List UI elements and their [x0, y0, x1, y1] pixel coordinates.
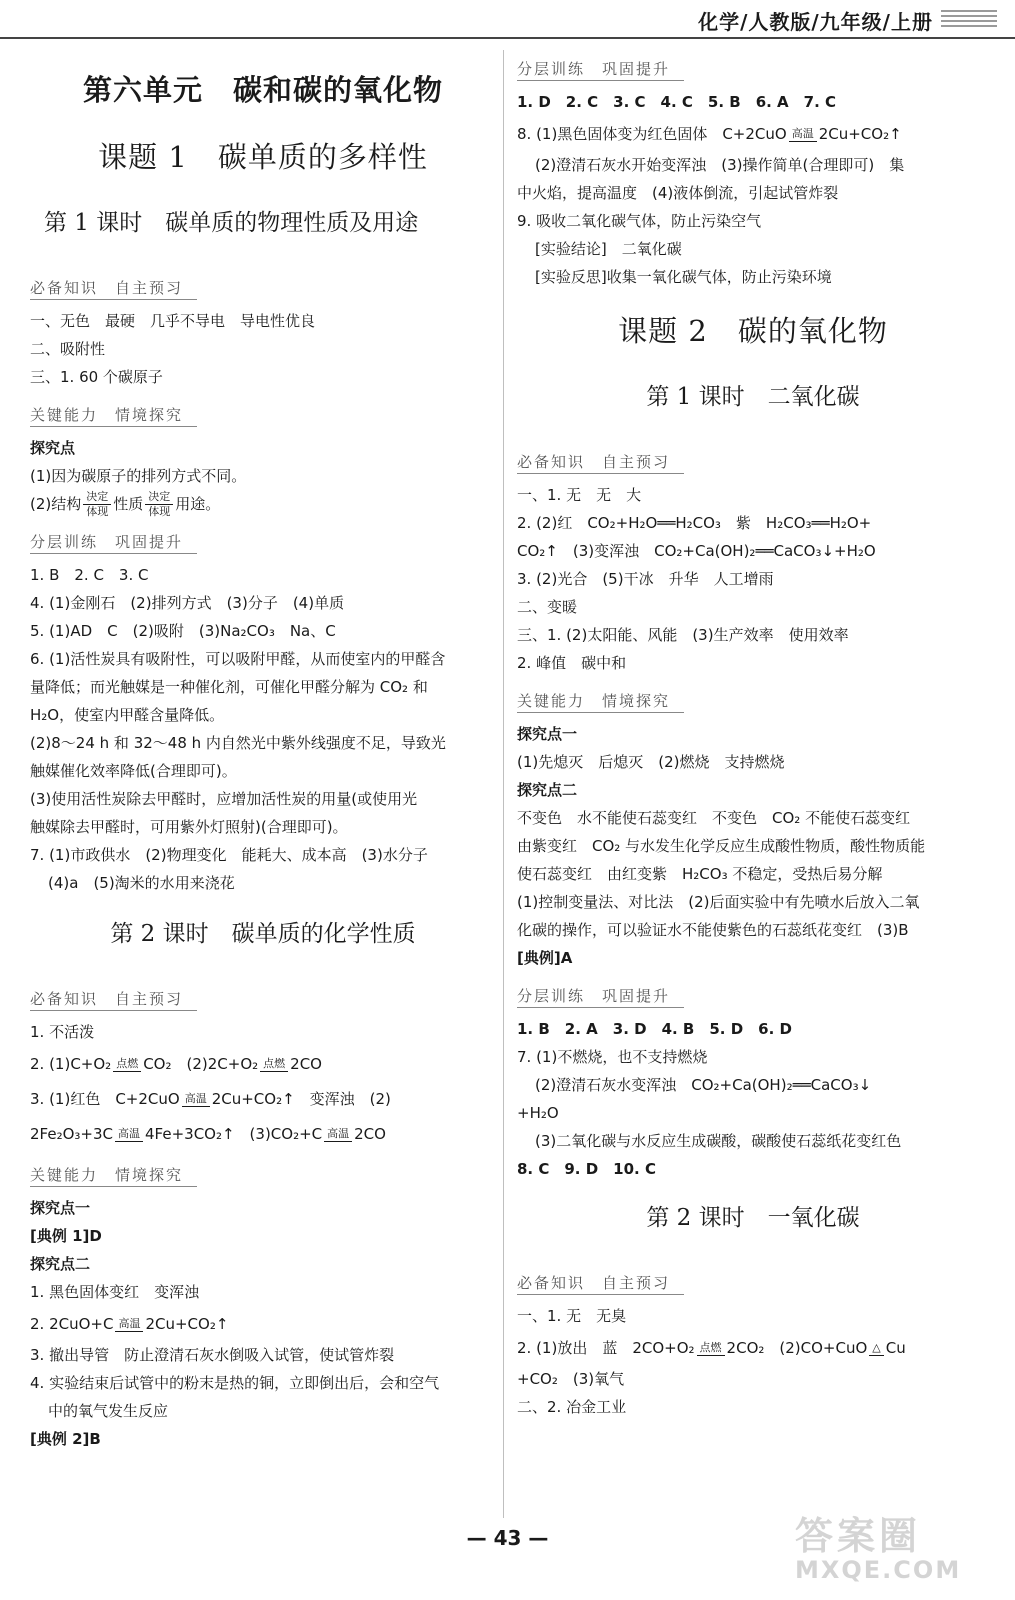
watermark-url: MXQE.COM — [795, 1556, 962, 1584]
section-heading: 关键能力 情境探究 — [30, 404, 197, 427]
answer-text: 性质 — [113, 495, 144, 513]
answer-line: 7. (1)市政供水 (2)物理变化 能耗大、成本高 (3)水分子 — [30, 846, 428, 864]
page-header — [0, 0, 1015, 44]
answer-line: 化碳的操作，可以验证水不能使紫色的石蕊纸花变红 (3)B — [517, 921, 909, 939]
relation-fraction — [145, 491, 173, 518]
answer-line: [实验结论] 二氧化碳 — [535, 240, 682, 258]
answer-line: (1)因为碳原子的排列方式不同。 — [30, 467, 247, 485]
section-heading: 分层训练 巩固提升 — [517, 985, 684, 1008]
answer-line: 2. 峰值 碳中和 — [517, 654, 627, 672]
explore-point-label: 探究点一 — [30, 1199, 91, 1217]
explore-point-label: 探究点一 — [517, 725, 578, 743]
section-heading: 必备知识 自主预习 — [30, 277, 197, 300]
section-heading: 关键能力 情境探究 — [517, 690, 684, 713]
answer-line: 二、吸附性 — [30, 340, 106, 358]
watermark-logo — [795, 1505, 995, 1587]
answer-line: 不变色 水不能使石蕊变红 不变色 CO₂ 不能使石蕊变红 — [517, 809, 911, 827]
answer-line: 5. (1)AD C (2)吸附 (3)Na₂CO₃ Na、C — [30, 622, 336, 640]
fraction-top: 决定 — [145, 491, 173, 505]
answer-text: 2. (1)C+O₂ — [30, 1055, 112, 1073]
answer-text: 3. (1)红色 C+2CuO — [30, 1090, 180, 1108]
answer-line — [30, 1117, 496, 1151]
answer-line: 中火焰，提高温度 (4)液体倒流，引起试管炸裂 — [517, 184, 839, 202]
answer-text: 2. (1)放出 蓝 2CO+O₂ — [517, 1339, 695, 1357]
period-title: 第 1 课时 二氧化碳 — [646, 384, 860, 410]
section-heading: 必备知识 自主预习 — [517, 1272, 684, 1295]
answer-line: 3. (2)光合 (5)干冰 升华 人工增雨 — [517, 570, 774, 588]
answer-line — [517, 1331, 989, 1365]
answer-line: 1. B 2. C 3. C — [30, 566, 149, 584]
reaction-condition — [113, 1058, 141, 1072]
header-rule — [0, 37, 1015, 39]
section-heading: 分层训练 巩固提升 — [517, 58, 684, 81]
answer-line — [30, 1082, 496, 1116]
answer-line: +CO₂ (3)氧气 — [517, 1370, 625, 1388]
answer-line: 一、1. 无 无臭 — [517, 1307, 627, 1325]
answer-line: 触媒除去甲醛时，可用紫外灯照射)(合理即可)。 — [30, 818, 348, 836]
header-title: 化学/人教版/九年级/上册 — [698, 10, 933, 34]
answer-line — [30, 1307, 496, 1341]
lesson-title: 课题 1 碳单质的多样性 — [98, 140, 428, 174]
reaction-condition — [324, 1128, 352, 1142]
answer-line: (2)澄清石灰水变浑浊 CO₂+Ca(OH)₂══CaCO₃↓ — [535, 1076, 872, 1094]
condition-text: 高温 — [115, 1128, 143, 1142]
section-heading: 必备知识 自主预习 — [517, 451, 684, 474]
header-stripes-decoration — [941, 10, 997, 30]
condition-text: 点燃 — [113, 1058, 141, 1072]
answer-line: 一、1. 无 无 大 — [517, 486, 642, 504]
answer-line: 2. (2)红 CO₂+H₂O══H₂CO₃ 紫 H₂CO₃══H₂O+ — [517, 514, 872, 532]
period-title: 第 1 课时 碳单质的物理性质及用途 — [44, 210, 419, 236]
answer-line — [30, 491, 496, 518]
condition-text: 高温 — [324, 1128, 352, 1142]
condition-text: △ — [869, 1342, 883, 1356]
condition-text: 点燃 — [697, 1342, 725, 1356]
answer-line: [实验反思]收集一氧化碳气体，防止污染环境 — [535, 268, 832, 286]
answer-line: 由紫变红 CO₂ 与水发生化学反应生成酸性物质，酸性物质能 — [517, 837, 926, 855]
answer-line: 7. (1)不燃烧，也不支持燃烧 — [517, 1048, 708, 1066]
answer-text: 2CO — [354, 1125, 386, 1143]
answer-line: 9. 吸收二氧化碳气体，防止污染空气 — [517, 212, 762, 230]
answer-line: 三、1. 60 个碳原子 — [30, 368, 163, 386]
period-title: 第 2 课时 碳单质的化学性质 — [110, 921, 416, 947]
answer-line: 中的氧气发生反应 — [48, 1402, 169, 1420]
answer-line — [517, 117, 989, 151]
explore-point-label: 探究点二 — [30, 1255, 91, 1273]
answer-line: (1)先熄灭 后熄灭 (2)燃烧 支持燃烧 — [517, 753, 785, 771]
answer-line: 一、无色 最硬 几乎不导电 导电性优良 — [30, 312, 316, 330]
answer-text: 2Cu+CO₂↑ — [145, 1315, 229, 1333]
answer-line: 二、变暖 — [517, 598, 578, 616]
answer-text: 2Cu+CO₂↑ 变浑浊 (2) — [211, 1090, 391, 1108]
answer-line: 6. (1)活性炭具有吸附性，可以吸附甲醛，从而使室内的甲醛含 — [30, 650, 446, 668]
answer-text: 2. 2CuO+C — [30, 1315, 114, 1333]
right-column — [517, 52, 989, 1422]
answer-line: 二、2. 冶金工业 — [517, 1398, 627, 1416]
answer-line: 1. B 2. A 3. D 4. B 5. D 6. D — [517, 1020, 792, 1038]
fraction-bottom: 体现 — [86, 505, 109, 518]
reaction-condition — [115, 1128, 143, 1142]
answer-line: 3. 撤出导管 防止澄清石灰水倒吸入试管，使试管炸裂 — [30, 1346, 395, 1364]
lesson-title: 课题 2 碳的氧化物 — [618, 314, 888, 348]
answer-text: (2)结构 — [30, 495, 82, 513]
answer-text: Cu — [885, 1339, 906, 1357]
answer-line: 量降低；而光触媒是一种催化剂，可催化甲醛分解为 CO₂ 和 — [30, 678, 428, 696]
answer-line: 4. 实验结束后试管中的粉末是热的铜，立即倒出后，会和空气 — [30, 1374, 440, 1392]
answer-line: 1. D 2. C 3. C 4. C 5. B 6. A 7. C — [517, 93, 837, 111]
answer-text: 用途。 — [175, 495, 221, 513]
answer-text: 4Fe+3CO₂↑ (3)CO₂+C — [145, 1125, 323, 1143]
condition-text: 高温 — [115, 1318, 143, 1332]
relation-fraction — [83, 491, 111, 518]
explore-point-label: 探究点 — [30, 439, 76, 457]
answer-line: +H₂O — [517, 1104, 559, 1122]
answer-line: (1)控制变量法、对比法 (2)后面实验中有先喷水后放入二氧 — [517, 893, 920, 911]
reaction-condition — [869, 1342, 883, 1356]
answer-line: 8. C 9. D 10. C — [517, 1160, 656, 1178]
unit-title: 第六单元 碳和碳的氧化物 — [82, 73, 443, 107]
answer-text: 2CO — [290, 1055, 322, 1073]
answer-line: 三、1. (2)太阳能、风能 (3)生产效率 使用效率 — [517, 626, 849, 644]
answer-line: H₂O，使室内甲醛含量降低。 — [30, 706, 225, 724]
answer-line: (3)二氧化碳与水反应生成碳酸，碳酸使石蕊纸花变红色 — [535, 1132, 902, 1150]
period-title: 第 2 课时 一氧化碳 — [646, 1205, 860, 1231]
fraction-top: 决定 — [83, 491, 111, 505]
left-column — [30, 52, 496, 1454]
reaction-condition — [697, 1342, 725, 1356]
condition-text: 点燃 — [260, 1058, 288, 1072]
page-number: — 43 — — [466, 1526, 549, 1550]
example-answer: [典例 1]D — [30, 1227, 102, 1245]
watermark-text: 答案圈 — [795, 1514, 922, 1558]
reaction-condition — [260, 1058, 288, 1072]
answer-line: CO₂↑ (3)变浑浊 CO₂+Ca(OH)₂══CaCO₃↓+H₂O — [517, 542, 876, 560]
answer-text: CO₂ (2)2C+O₂ — [143, 1055, 259, 1073]
reaction-condition — [182, 1093, 210, 1107]
example-answer: [典例]A — [517, 949, 573, 967]
answer-line: 触媒催化效率降低(合理即可)。 — [30, 762, 237, 780]
answer-line: 使石蕊变红 由红变紫 H₂CO₃ 不稳定，受热后易分解 — [517, 865, 883, 883]
reaction-condition — [115, 1318, 143, 1332]
answer-line: (4)a (5)淘米的水用来浇花 — [48, 874, 235, 892]
column-divider — [503, 50, 504, 1518]
answer-line: 1. 不活泼 — [30, 1023, 95, 1041]
answer-text: 2Cu+CO₂↑ — [818, 125, 902, 143]
condition-text: 高温 — [182, 1093, 210, 1107]
section-heading: 关键能力 情境探究 — [30, 1164, 197, 1187]
section-heading: 必备知识 自主预习 — [30, 988, 197, 1011]
reaction-condition — [789, 128, 817, 142]
answer-line: 4. (1)金刚石 (2)排列方式 (3)分子 (4)单质 — [30, 594, 345, 612]
answer-line: 1. 黑色固体变红 变浑浊 — [30, 1283, 200, 1301]
answer-line: (2)澄清石灰水开始变浑浊 (3)操作简单(合理即可) 集 — [535, 156, 905, 174]
answer-line — [30, 1047, 496, 1081]
answer-text: 2CO₂ (2)CO+CuO — [726, 1339, 868, 1357]
fraction-bottom: 体现 — [148, 505, 171, 518]
answer-text: 2Fe₂O₃+3C — [30, 1125, 113, 1143]
explore-point-label: 探究点二 — [517, 781, 578, 799]
condition-text: 高温 — [789, 128, 817, 142]
section-heading: 分层训练 巩固提升 — [30, 531, 197, 554]
example-answer: [典例 2]B — [30, 1430, 101, 1448]
answer-text: 8. (1)黑色固体变为红色固体 C+2CuO — [517, 125, 787, 143]
answer-line: (3)使用活性炭除去甲醛时，应增加活性炭的用量(或使用光 — [30, 790, 418, 808]
answer-line: (2)8～24 h 和 32～48 h 内自然光中紫外线强度不足，导致光 — [30, 734, 446, 752]
